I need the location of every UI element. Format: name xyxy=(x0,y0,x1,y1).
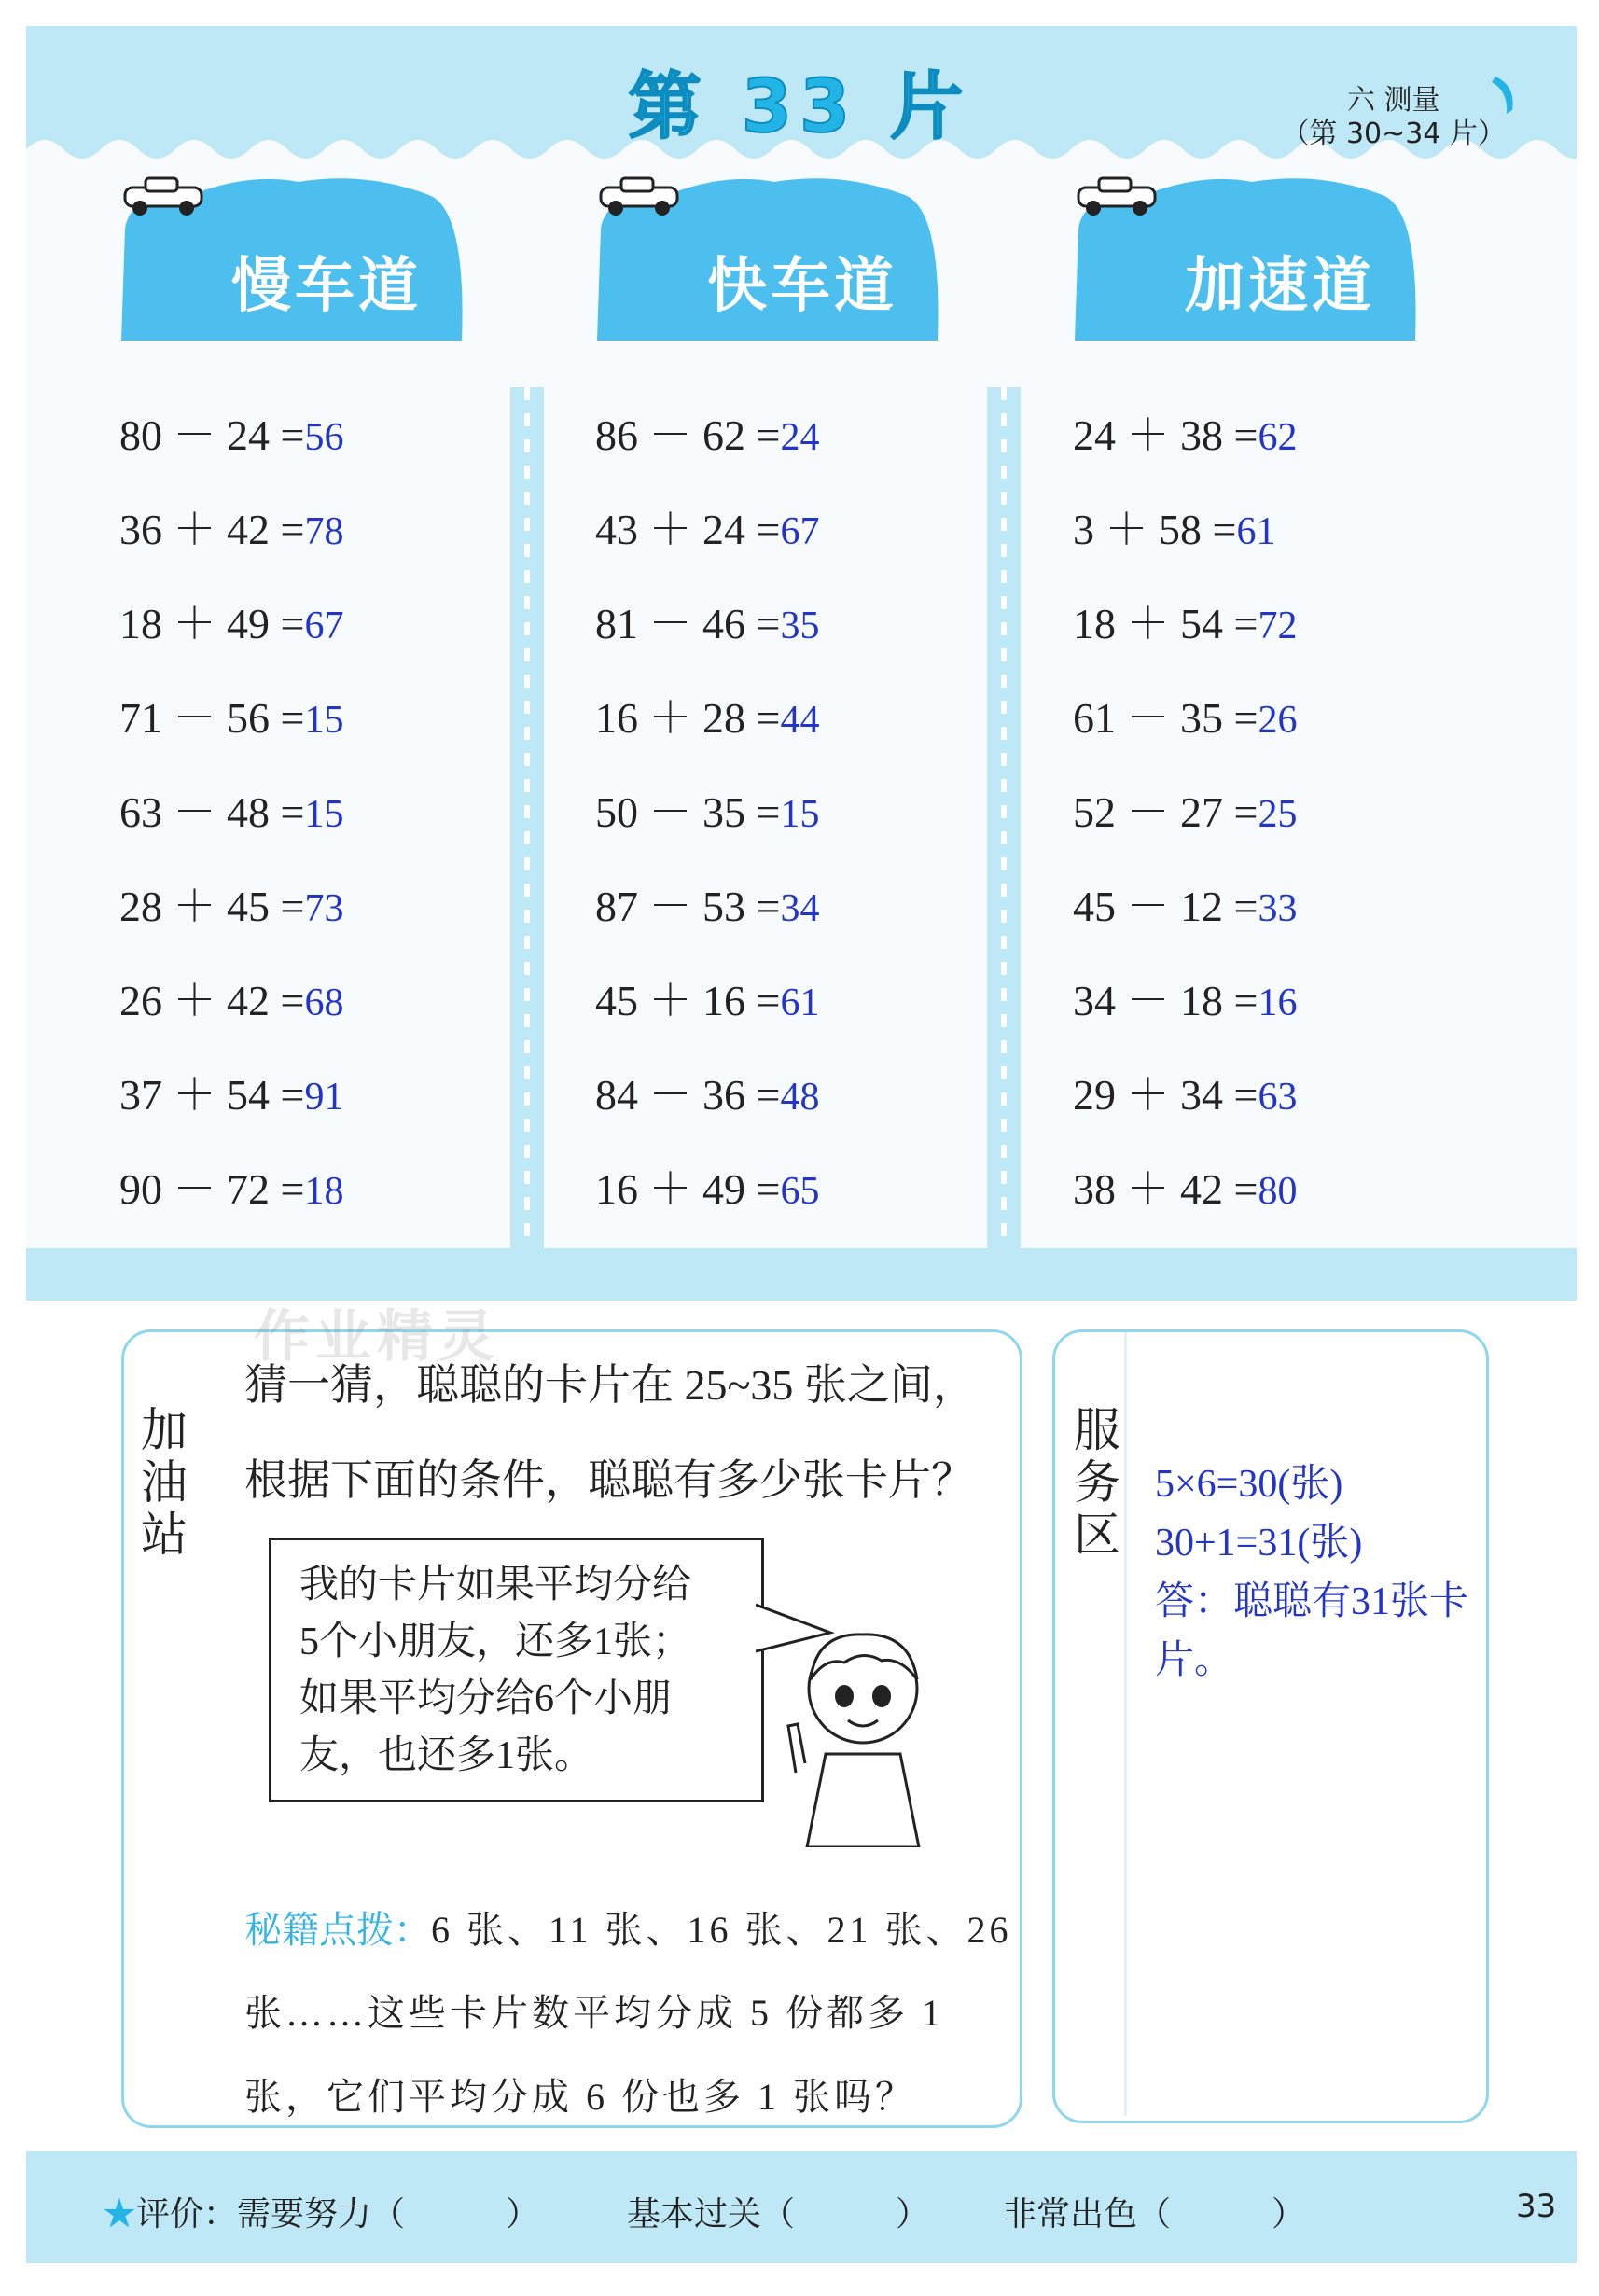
jiayouzhan-label: 加油站 xyxy=(141,1403,188,1562)
answer: 61 xyxy=(780,981,820,1024)
equation: 34 － 18 = xyxy=(1073,977,1258,1024)
equation: 3 ＋ 58 = xyxy=(1073,506,1237,553)
tip-line: 张，它们平均分成 6 份也多 1 张吗？ xyxy=(244,2076,916,2118)
answer: 15 xyxy=(304,699,344,742)
answer-line: 30+1=31(张) xyxy=(1155,1522,1363,1565)
answer: 72 xyxy=(1258,605,1298,647)
equation: 29 ＋ 34 = xyxy=(1073,1071,1258,1119)
equation-row xyxy=(595,1061,819,1155)
evaluation-prefix xyxy=(103,2188,539,2235)
answer: 16 xyxy=(1258,981,1298,1024)
lane-label: 快车道 xyxy=(707,252,897,321)
page-title: 第 33 片 xyxy=(628,65,971,149)
lane-header-fast xyxy=(597,173,942,341)
equation-row xyxy=(595,684,819,778)
equation-row xyxy=(1073,495,1297,590)
bubble-line: 友，也还多1张。 xyxy=(299,1734,594,1777)
question-line: 猜一猜，聪聪的卡片在 25~35 张之间， xyxy=(244,1361,976,1409)
watermark: 作业精灵 xyxy=(254,1304,500,1370)
bubble-line: 5个小朋友，还多1张； xyxy=(299,1621,692,1663)
answer: 80 xyxy=(1258,1170,1298,1213)
equation-row xyxy=(595,967,819,1061)
race-car-icon xyxy=(1075,173,1159,217)
answer: 63 xyxy=(1258,1076,1298,1119)
equation-row xyxy=(595,872,819,967)
equation-row xyxy=(595,590,819,684)
pen-icon xyxy=(1488,73,1525,119)
equation: 28 ＋ 45 = xyxy=(119,883,305,930)
equation-row xyxy=(595,778,819,872)
equation-row xyxy=(1073,1061,1297,1155)
answer: 56 xyxy=(304,416,344,459)
race-car-icon xyxy=(121,173,205,217)
equation-row xyxy=(119,967,343,1061)
answer: 68 xyxy=(304,981,344,1024)
equation: 80 － 24 = xyxy=(119,411,305,459)
fuwuqu-divider xyxy=(1124,1332,1127,2116)
equation-row xyxy=(1073,1155,1297,1249)
equation: 38 ＋ 42 = xyxy=(1073,1165,1258,1213)
lane-label: 加速道 xyxy=(1185,252,1375,321)
race-car-icon xyxy=(597,173,681,217)
equation-row xyxy=(119,1155,343,1249)
equation: 36 ＋ 42 = xyxy=(119,506,305,553)
answer: 91 xyxy=(304,1076,344,1119)
lane-column-slow xyxy=(119,401,343,1249)
answer: 15 xyxy=(304,793,344,836)
equation-row xyxy=(1073,872,1297,967)
equation-row xyxy=(119,401,343,495)
equation: 18 ＋ 49 = xyxy=(119,600,305,647)
equation: 45 － 12 = xyxy=(1073,883,1258,930)
boy-illustration xyxy=(770,1623,938,1847)
evaluation-label: 评价： xyxy=(136,2195,238,2233)
equation-row xyxy=(119,684,343,778)
equation: 45 ＋ 16 = xyxy=(595,977,781,1024)
equation: 81 － 46 = xyxy=(595,600,781,647)
tip-title: 秘籍点拨： xyxy=(244,1909,431,1952)
evaluation-item: 基本过关（ ） xyxy=(627,2195,930,2233)
answer: 65 xyxy=(780,1170,820,1213)
equation: 61 － 35 = xyxy=(1073,694,1258,742)
answer: 15 xyxy=(780,793,820,836)
evaluation-item: 非常出色（ ） xyxy=(1003,2195,1306,2233)
bubble-text xyxy=(299,1557,691,1785)
equation-row xyxy=(595,495,819,590)
chapter-name: 六 测量 xyxy=(1346,84,1440,117)
answer-line: 答：聪聪有31张卡 xyxy=(1155,1580,1469,1623)
answer-line: 5×6=30(张) xyxy=(1155,1463,1343,1506)
bubble-line: 如果平均分给6个小朋 xyxy=(299,1677,673,1720)
answer: 67 xyxy=(304,605,344,647)
tip-line xyxy=(244,1900,1012,1954)
answer: 48 xyxy=(780,1076,820,1119)
equation: 16 ＋ 49 = xyxy=(595,1165,781,1213)
equation-row xyxy=(595,401,819,495)
answer: 34 xyxy=(780,887,820,930)
lane-divider xyxy=(510,387,544,1250)
equation: 90 － 72 = xyxy=(119,1165,305,1213)
equation-row xyxy=(119,1061,343,1155)
equation: 16 ＋ 28 = xyxy=(595,694,781,742)
equation-row xyxy=(595,1155,819,1249)
page-number: 33 xyxy=(1516,2188,1557,2225)
lane-column-fast xyxy=(595,401,819,1249)
equation-row xyxy=(1073,967,1297,1061)
equation: 50 － 35 = xyxy=(595,788,781,836)
answer-line: 片。 xyxy=(1155,1639,1234,1682)
bubble-line: 我的卡片如果平均分给 xyxy=(299,1564,692,1607)
equation: 84 － 36 = xyxy=(595,1071,781,1119)
answer: 78 xyxy=(304,510,344,553)
answer: 26 xyxy=(1258,699,1298,742)
equation: 37 ＋ 54 = xyxy=(119,1071,305,1119)
lane-divider xyxy=(987,387,1021,1250)
answer: 25 xyxy=(1258,793,1298,836)
chapter-range: （第 30~34 片） xyxy=(1281,118,1506,150)
question-line: 根据下面的条件，聪聪有多少张卡片？ xyxy=(244,1456,974,1504)
equation-row xyxy=(119,495,343,590)
chapter-info xyxy=(1281,84,1506,151)
equation-row xyxy=(1073,778,1297,872)
lane-header-slow xyxy=(121,173,466,341)
tip-line: 张……这些卡片数平均分成 5 份都多 1 xyxy=(244,1992,944,2034)
equation: 52 － 27 = xyxy=(1073,788,1258,836)
equation-row xyxy=(1073,590,1297,684)
answer: 18 xyxy=(304,1170,344,1213)
equation: 86 － 62 = xyxy=(595,411,781,459)
answer: 61 xyxy=(1236,510,1276,553)
equation: 43 ＋ 24 = xyxy=(595,506,781,553)
answer: 33 xyxy=(1258,887,1298,930)
equation-row xyxy=(1073,401,1297,495)
lane-label: 慢车道 xyxy=(231,252,422,321)
lane-header-boost xyxy=(1075,173,1420,341)
equation: 18 ＋ 54 = xyxy=(1073,600,1258,647)
equation-row xyxy=(119,778,343,872)
answer: 44 xyxy=(780,699,820,742)
answer: 67 xyxy=(780,510,820,553)
answer: 24 xyxy=(780,416,820,459)
equation-row xyxy=(119,872,343,967)
answer: 73 xyxy=(304,887,344,930)
answer: 62 xyxy=(1258,416,1298,459)
equation-row xyxy=(1073,684,1297,778)
equation: 24 ＋ 38 = xyxy=(1073,411,1258,459)
fuwuqu-label: 服务区 xyxy=(1074,1403,1120,1562)
answer: 35 xyxy=(780,605,820,647)
equation: 63 － 48 = xyxy=(119,788,305,836)
equation: 26 ＋ 42 = xyxy=(119,977,305,1024)
equation: 71 － 56 = xyxy=(119,694,305,742)
equation-row xyxy=(119,590,343,684)
evaluation-item: 需要努力（ ） xyxy=(237,2195,540,2233)
equation: 87 － 53 = xyxy=(595,883,781,930)
star-icon: ★ xyxy=(103,2195,137,2233)
speech-bubble xyxy=(269,1538,764,1802)
tip-text: 6 张、11 张、16 张、21 张、26 xyxy=(431,1909,1012,1951)
lane-column-boost xyxy=(1073,401,1297,1249)
